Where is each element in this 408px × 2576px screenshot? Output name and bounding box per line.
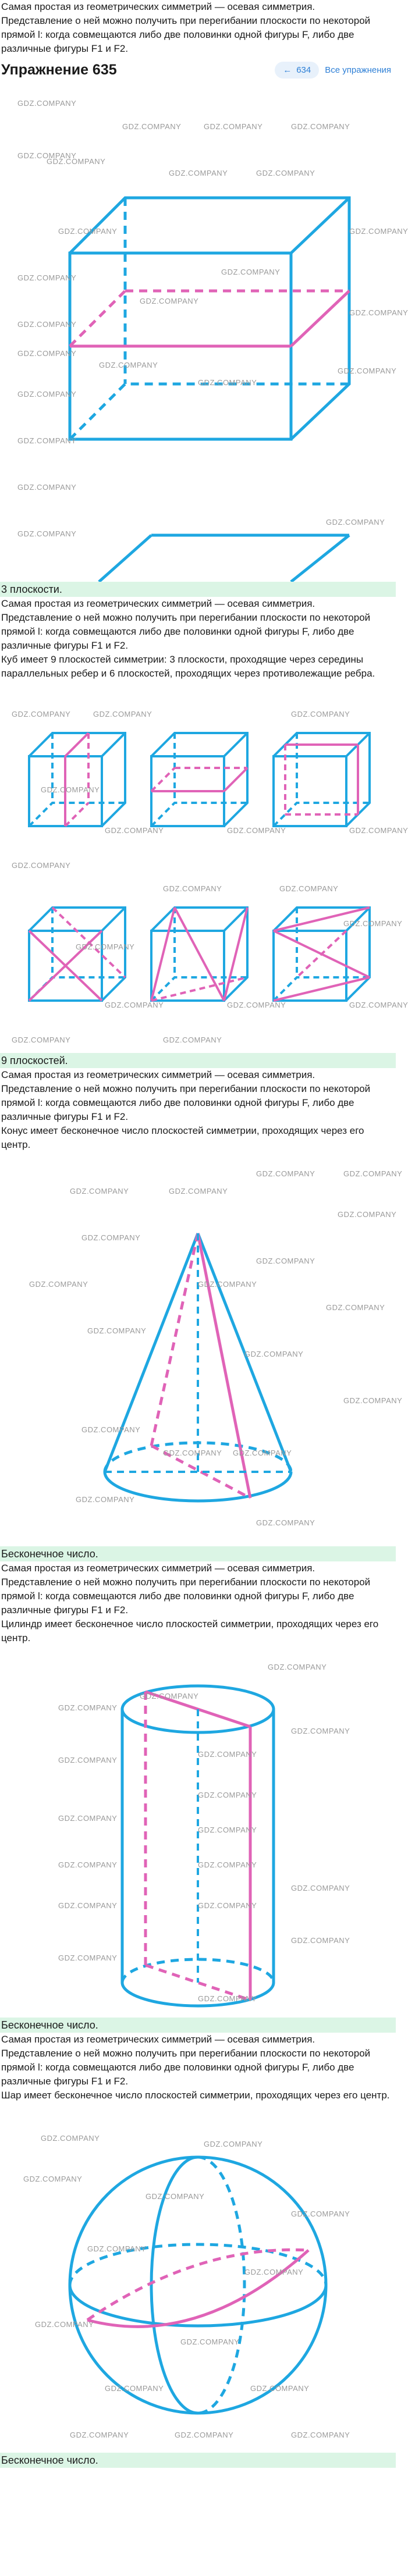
watermark: GDZ.COMPANY [17, 99, 77, 108]
watermark: GDZ.COMPANY [175, 2431, 234, 2439]
watermark: GDZ.COMPANY [105, 2384, 164, 2393]
watermark: GDZ.COMPANY [279, 884, 339, 893]
watermark: GDZ.COMPANY [256, 1257, 315, 1265]
watermark: GDZ.COMPANY [87, 1326, 147, 1335]
cone-figure [0, 1158, 396, 1546]
watermark: GDZ.COMPANY [76, 1495, 135, 1504]
watermark: GDZ.COMPANY [169, 169, 228, 177]
watermark: GDZ.COMPANY [58, 1756, 118, 1764]
watermark: GDZ.COMPANY [81, 1425, 141, 1434]
watermark: GDZ.COMPANY [250, 2384, 310, 2393]
watermark: GDZ.COMPANY [291, 1884, 350, 1892]
watermark: GDZ.COMPANY [41, 785, 100, 794]
section-line1: Самая простая из геометрических симметрий — осевая симметрия. [1, 598, 315, 609]
watermark: GDZ.COMPANY [29, 1280, 88, 1289]
section-line1: Самая простая из геометрических симметрий — осевая симметрия. [1, 2034, 315, 2045]
all-exercises-link[interactable]: Все упражнения [325, 65, 391, 75]
section-line2: Представление о ней можно получить при перегибании плоскости по некоторой прямой l: когда совмещаются либо две половинки одной фигуры F, либо две различные фигуры F1 и F2. [1, 1083, 371, 1122]
intro-line2: Представление о ней можно получить при перегибании плоскости по некоторой прямой l: когда совмещаются либо две половинки одной фигуры F, либо две различные фигуры F1 и F2. [1, 15, 371, 54]
watermark: GDZ.COMPANY [105, 826, 164, 835]
watermark: GDZ.COMPANY [70, 2431, 129, 2439]
watermark: GDZ.COMPANY [58, 1860, 118, 1869]
section-note: Куб имеет 9 плоскостей симметрии: 3 плоскости, проходящие через середины параллельных ребер и 6 плоскостей, проходящих через противолежащие ребра. [1, 654, 375, 679]
intro [0, 0, 396, 76]
figure-box [0, 76, 408, 582]
arrow-left-icon: ← [283, 65, 292, 75]
watermark: GDZ.COMPANY [256, 1518, 315, 1527]
watermark: GDZ.COMPANY [58, 1814, 118, 1823]
watermark: GDZ.COMPANY [12, 861, 71, 870]
section-sphere-text [0, 2018, 396, 2128]
page-title: Упражнение 635 [1, 61, 117, 78]
watermark: GDZ.COMPANY [163, 1449, 222, 1457]
section-note: Цилиндр имеет бесконечное число плоскостей симметрии, проходящих через его центр. [1, 1618, 379, 1643]
final-answer-block [0, 2453, 396, 2482]
watermark: GDZ.COMPANY [198, 1791, 257, 1799]
watermark: GDZ.COMPANY [58, 1703, 118, 1712]
answer-box: Бесконечное число. [0, 1546, 396, 1561]
watermark: GDZ.COMPANY [12, 1036, 71, 1044]
figure-cone [0, 1158, 403, 1546]
answer-box: 9 плоскостей. [0, 1053, 396, 1068]
section-line1: Самая простая из геометрических симметрий — осевая симметрия. [1, 1069, 315, 1080]
section-cube-text [0, 582, 396, 698]
watermark: GDZ.COMPANY [180, 2337, 240, 2346]
watermark: GDZ.COMPANY [198, 378, 257, 387]
watermark: GDZ.COMPANY [268, 1663, 327, 1671]
watermark: GDZ.COMPANY [41, 2134, 100, 2143]
watermark: GDZ.COMPANY [17, 320, 77, 329]
watermark: GDZ.COMPANY [58, 1954, 118, 1962]
watermark: GDZ.COMPANY [12, 710, 71, 718]
watermark: GDZ.COMPANY [163, 1036, 222, 1044]
watermark: GDZ.COMPANY [349, 227, 408, 236]
watermark: GDZ.COMPANY [291, 2431, 350, 2439]
figure-cylinder [0, 1657, 396, 2018]
watermark: GDZ.COMPANY [204, 122, 263, 131]
watermark: GDZ.COMPANY [17, 151, 77, 160]
watermark: GDZ.COMPANY [35, 2320, 94, 2329]
section-line2: Представление о ней можно получить при перегибании плоскости по некоторой прямой l: когда совмещаются либо две половинки одной фигуры F, либо две различные фигуры F1 и F2. [1, 1577, 371, 1616]
section-line2: Представление о ней можно получить при перегибании плоскости по некоторой прямой l: когда совмещаются либо две половинки одной фигуры F, либо две различные фигуры F1 и F2. [1, 2048, 371, 2087]
watermark: GDZ.COMPANY [349, 308, 408, 317]
watermark: GDZ.COMPANY [343, 1396, 403, 1405]
watermark: GDZ.COMPANY [81, 1233, 141, 1242]
section-cone-text [0, 1053, 396, 1158]
watermark: GDZ.COMPANY [349, 1001, 408, 1009]
watermark: GDZ.COMPANY [99, 361, 158, 369]
watermark: GDZ.COMPANY [291, 2209, 350, 2218]
watermark: GDZ.COMPANY [256, 1169, 315, 1178]
watermark: GDZ.COMPANY [343, 919, 403, 928]
watermark: GDZ.COMPANY [204, 2140, 263, 2148]
section-line2: Представление о ней можно получить при перегибании плоскости по некоторой прямой l: когда совмещаются либо две половинки одной фигуры F, либо две различные фигуры F1 и F2. [1, 612, 371, 651]
watermark: GDZ.COMPANY [23, 2175, 83, 2183]
watermark: GDZ.COMPANY [17, 273, 77, 282]
watermark: GDZ.COMPANY [233, 1449, 292, 1457]
figure-cubes [0, 698, 408, 1053]
watermark: GDZ.COMPANY [227, 1001, 286, 1009]
watermark: GDZ.COMPANY [326, 518, 385, 526]
watermark: GDZ.COMPANY [169, 1187, 228, 1196]
watermark: GDZ.COMPANY [221, 268, 281, 276]
section-line1: Самая простая из геометрических симметрий — осевая симметрия. [1, 1563, 315, 1574]
watermark: GDZ.COMPANY [93, 710, 152, 718]
watermark: GDZ.COMPANY [244, 1350, 304, 1358]
watermark: GDZ.COMPANY [291, 1727, 350, 1735]
watermark: GDZ.COMPANY [58, 227, 118, 236]
watermark: GDZ.COMPANY [198, 1280, 257, 1289]
watermark: GDZ.COMPANY [17, 390, 77, 399]
watermark: GDZ.COMPANY [291, 1936, 350, 1945]
watermark: GDZ.COMPANY [140, 297, 199, 305]
watermark: GDZ.COMPANY [338, 1210, 397, 1219]
watermark: GDZ.COMPANY [17, 529, 77, 538]
watermark: GDZ.COMPANY [244, 2268, 304, 2276]
watermark: GDZ.COMPANY [17, 349, 77, 358]
watermark: GDZ.COMPANY [198, 1750, 257, 1759]
answer-box: Бесконечное число. [0, 2453, 396, 2468]
figure-sphere [0, 2128, 396, 2453]
watermark: GDZ.COMPANY [349, 826, 408, 835]
watermark: GDZ.COMPANY [105, 1001, 164, 1009]
section-note: Конус имеет бесконечное число плоскостей симметрии, проходящих через его центр. [1, 1125, 364, 1150]
watermark: GDZ.COMPANY [326, 1303, 385, 1312]
answer-box: 3 плоскости. [0, 582, 396, 597]
watermark: GDZ.COMPANY [198, 1860, 257, 1869]
answer-box: Бесконечное число. [0, 2018, 396, 2033]
watermark: GDZ.COMPANY [17, 436, 77, 445]
prev-exercise-label: 634 [296, 65, 311, 75]
watermark: GDZ.COMPANY [338, 367, 397, 375]
watermark: GDZ.COMPANY [87, 2244, 147, 2253]
watermark: GDZ.COMPANY [47, 157, 106, 166]
watermark: GDZ.COMPANY [163, 884, 222, 893]
cubes-figure [0, 698, 396, 1053]
section-note: Шар имеет бесконечное число плоскостей симметрии, проходящих через его центр. [1, 2090, 390, 2101]
watermark: GDZ.COMPANY [140, 1692, 199, 1700]
watermark: GDZ.COMPANY [343, 1169, 403, 1178]
watermark: GDZ.COMPANY [198, 1826, 257, 1834]
watermark: GDZ.COMPANY [291, 710, 350, 718]
watermark: GDZ.COMPANY [291, 122, 350, 131]
intro-line1: Самая простая из геометрических симметрий — осевая симметрия. [1, 1, 315, 12]
watermark: GDZ.COMPANY [198, 1994, 257, 2003]
watermark: GDZ.COMPANY [198, 1901, 257, 1910]
watermark: GDZ.COMPANY [256, 169, 315, 177]
watermark: GDZ.COMPANY [76, 942, 135, 951]
watermark: GDZ.COMPANY [70, 1187, 129, 1196]
watermark: GDZ.COMPANY [227, 826, 286, 835]
section-cylinder-text [0, 1546, 396, 1657]
watermark: GDZ.COMPANY [146, 2192, 205, 2201]
watermark: GDZ.COMPANY [17, 483, 77, 492]
watermark: GDZ.COMPANY [122, 122, 182, 131]
watermark: GDZ.COMPANY [58, 1901, 118, 1910]
